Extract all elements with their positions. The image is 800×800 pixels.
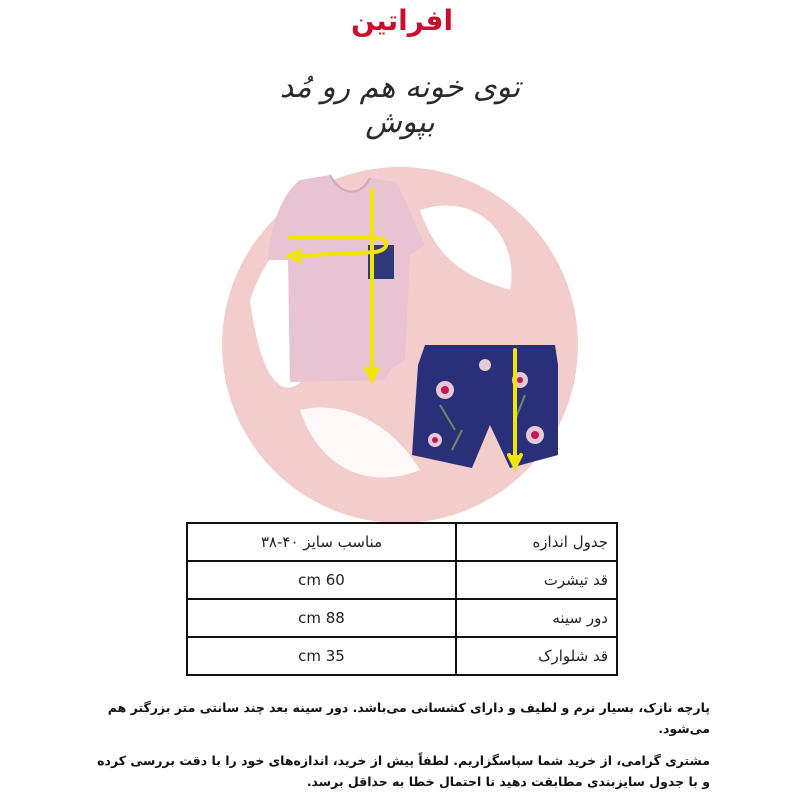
description-fabric: پارچه نازک، بسیار نرم و لطیف و دارای کشسانی می‌باشد. دور سینه بعد چند سانتی متر بزرگتر هم می‌شود. [107,700,710,736]
table-row [187,561,617,599]
product-illustration [190,150,610,530]
brand-logo [340,2,464,38]
tagline: توی خونه هم رو مُد بپوش [279,70,521,140]
row-label: قد تیشرت [456,561,617,599]
description-customer-note: مشتری گرامی، از خرید شما سپاسگزاریم. لطفاً پیش از خرید، اندازه‌های خود را با دقت بررسی کرده و با جدول سایزبندی مطابقت دهید تا احتمال خطا به حداقل برسد. [97,753,710,789]
size-table [186,522,618,676]
row-value: 60 cm [187,561,456,599]
tshirt-image [268,175,425,382]
row-label: قد شلوارک [456,637,617,675]
row-label: دور سینه [456,599,617,637]
table-row [187,637,617,675]
brand-logo-text: افراتین [350,4,454,37]
table-header-value: مناسب سایز ۴۰-۳۸ [187,523,456,561]
table-row [187,599,617,637]
table-header-label: جدول اندازه [456,523,617,561]
table-row [187,523,617,561]
row-value: 88 cm [187,599,456,637]
row-value: 35 cm [187,637,456,675]
